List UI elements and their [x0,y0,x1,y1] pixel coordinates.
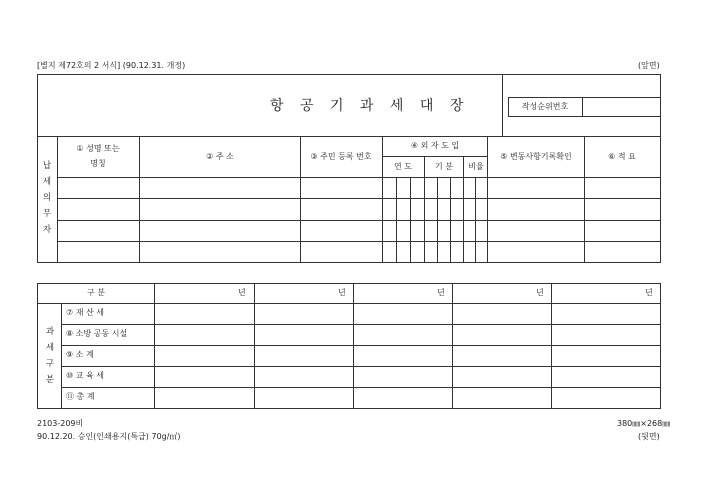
gubun-header: 구 분 [87,288,105,297]
col-resident-number-header: ③ 주민 등록 번호 [310,152,372,161]
col-year-header: 연 도 [394,162,412,171]
row-label-fire-facility: ⑧ 소방 공동 시설 [66,329,128,338]
col-ratio-header: 비율 [468,162,484,171]
year-header-2: 년 [338,288,346,297]
year-header-1: 년 [238,288,246,297]
row-label-education-tax: ⑩ 교 육 세 [66,371,104,380]
col-address-header: ② 주 소 [206,152,234,161]
row-label-property-tax: ⑦ 재 산 세 [66,308,104,317]
serial-number-label: 작성순위번호 [521,102,569,111]
col-period-header: 기 분 [435,162,453,171]
col-change-record-header: ⑤ 변동사항기록확인 [500,152,572,161]
year-header-5: 년 [645,288,653,297]
year-header-4: 년 [536,288,544,297]
serial-number-field[interactable] [585,99,658,115]
col-name-header-2: 명칭 [90,159,106,168]
col-remarks-header: ⑥ 적 요 [608,152,636,161]
paper-size: 380㎜×268㎜ [617,419,671,428]
form-label: [별지 제72호의 2 서식] (90.12.31. 개정) [37,61,186,70]
ledger-title: 항 공 기 과 세 대 장 [270,98,470,114]
tax-group-label: 과세구분 [45,327,55,385]
form-code: 2103-209비 [37,419,84,428]
approval-note: 90.12.20. 승인(인쇄용지(특급) 70g/㎡) [37,432,181,441]
col-foreign-acquisition-header: ④ 외 자 도 입 [410,141,460,150]
row-label-grand-total: ⑪ 총 계 [66,392,95,401]
row-label-subtotal: ⑨ 소 계 [66,350,94,359]
col-name-header: ① 성명 또는 [76,144,120,153]
back-side-label: (뒷면) [638,432,660,441]
year-header-3: 년 [437,288,445,297]
taxpayer-group-label: 납세의무자 [42,161,52,235]
front-side-label: (앞면) [638,61,660,70]
